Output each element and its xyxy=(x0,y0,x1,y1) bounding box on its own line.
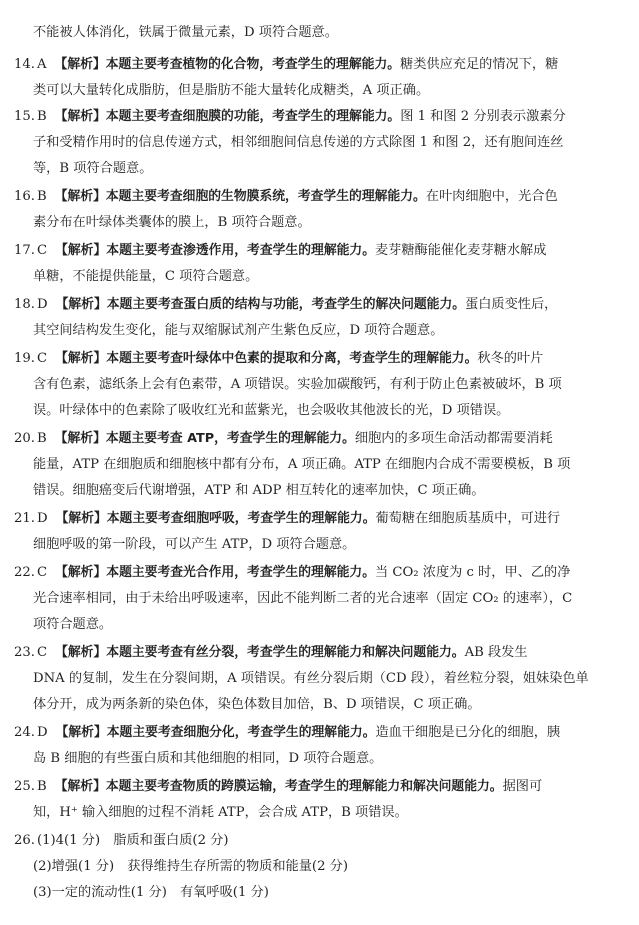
item-15-line-3: 等，B 项符合题意。 xyxy=(33,161,153,176)
item-23-line-2: DNA 的复制，发生在分裂间期，A 项错误。有丝分裂后期（CD 段），着丝粒分裂，姐妹染色单 xyxy=(33,671,589,686)
item-16-line-2: 素分布在叶绿体类囊体的膜上，B 项符合题意。 xyxy=(33,215,311,230)
item-20-line-3: 错误。细胞癌变后代谢增强，ATP 和 ADP 相互转化的速率加快，C 项正确。 xyxy=(33,483,485,498)
item-18-line-2: 其空间结构发生变化，能与双缩脲试剂产生紫色反应，D 项符合题意。 xyxy=(33,323,444,338)
item-23-line-1: 23. C 【解析】本题主要考查有丝分裂，考查学生的理解能力和解决问题能力。AB 段发生 xyxy=(14,645,528,660)
item-20-line-1: 20. B 【解析】本题主要考查 ATP，考查学生的理解能力。细胞内的多项生命活动都需要消耗 xyxy=(14,431,553,446)
item-24-line-2: 岛 B 细胞的有些蛋白质和其他细胞的相同，D 项符合题意。 xyxy=(33,751,383,766)
item-26-line-2: (2)增强(1 分) 获得维持生存所需的物质和能量(2 分) xyxy=(33,859,348,874)
item-18-line-1: 18. D 【解析】本题主要考查蛋白质的结构与功能，考查学生的解决问题能力。蛋白质变性后， xyxy=(14,297,558,312)
item-20-line-2: 能量，ATP 在细胞质和细胞核中都有分布，A 项正确。ATP 在细胞内合成不需要模板，B 项 xyxy=(33,457,571,472)
item-25-line-1: 25. B 【解析】本题主要考查物质的跨膜运输，考查学生的理解能力和解决问题能力。据图可 xyxy=(14,779,543,794)
item-21-line-2: 细胞呼吸的第一阶段，可以产生 ATP，D 项符合题意。 xyxy=(33,537,356,552)
intro-line: 不能被人体消化，铁属于微量元素，D 项符合题意。 xyxy=(33,25,338,40)
item-23-line-3: 体分开，成为两条新的染色体，染色体数目加倍，B、D 项错误，C 项正确。 xyxy=(33,697,481,712)
item-19-line-2: 含有色素，滤纸条上会有色素带，A 项错误。实验加碳酸钙，有利于防止色素被破坏，B 项 xyxy=(33,377,562,392)
item-22-line-3: 项符合题意。 xyxy=(33,617,113,632)
item-22-line-1: 22. C 【解析】本题主要考查光合作用，考查学生的理解能力。当 CO₂ 浓度为 c 时，甲、乙的净 xyxy=(14,565,571,580)
item-19-line-1: 19. C 【解析】本题主要考查叶绿体中色素的提取和分离，考查学生的理解能力。秋冬的叶片 xyxy=(14,351,544,366)
item-24-line-1: 24. D 【解析】本题主要考查细胞分化，考查学生的理解能力。造血干细胞是已分化的细胞，胰 xyxy=(14,725,561,740)
item-16-line-1: 16. B 【解析】本题主要考查细胞的生物膜系统，考查学生的理解能力。在叶肉细胞中，光合色 xyxy=(14,189,558,204)
item-15-line-1: 15. B 【解析】本题主要考查细胞膜的功能，考查学生的理解能力。图 1 和图 2 分别表示激素分 xyxy=(14,109,566,124)
item-14-line-1: 14. A 【解析】本题主要考查植物的化合物，考查学生的理解能力。糖类供应充足的情况下，糖 xyxy=(14,57,559,72)
item-17-line-2: 单糖，不能提供能量，C 项符合题意。 xyxy=(33,269,259,284)
item-21-line-1: 21. D 【解析】本题主要考查细胞呼吸，考查学生的理解能力。葡萄糖在细胞质基质中，可进行 xyxy=(14,511,561,526)
item-25-line-2: 知，H⁺ 输入细胞的过程不消耗 ATP，会合成 ATP，B 项错误。 xyxy=(33,805,408,820)
item-17-line-1: 17. C 【解析】本题主要考查渗透作用，考查学生的理解能力。麦芽糖酶能催化麦芽糖水解成 xyxy=(14,243,547,258)
item-19-line-3: 误。叶绿体中的色素除了吸收红光和蓝紫光，也会吸收其他波长的光，D 项错误。 xyxy=(33,403,510,418)
item-15-line-2: 子和受精作用时的信息传递方式，相邻细胞间信息传递的方式除图 1 和图 2，还有胞间连丝 xyxy=(33,135,564,150)
item-26-line-3: (3)一定的流动性(1 分) 有氧呼吸(1 分) xyxy=(33,885,269,900)
item-22-line-2: 光合速率相同，由于未给出呼吸速率，因此不能判断二者的光合速率（固定 CO₂ 的速率），C xyxy=(33,591,573,606)
item-26-line-1: 26. (1)4(1 分) 脂质和蛋白质(2 分) xyxy=(14,833,229,848)
item-14-line-2: 类可以大量转化成脂肪，但是脂肪不能大量转化成糖类，A 项正确。 xyxy=(33,83,430,98)
